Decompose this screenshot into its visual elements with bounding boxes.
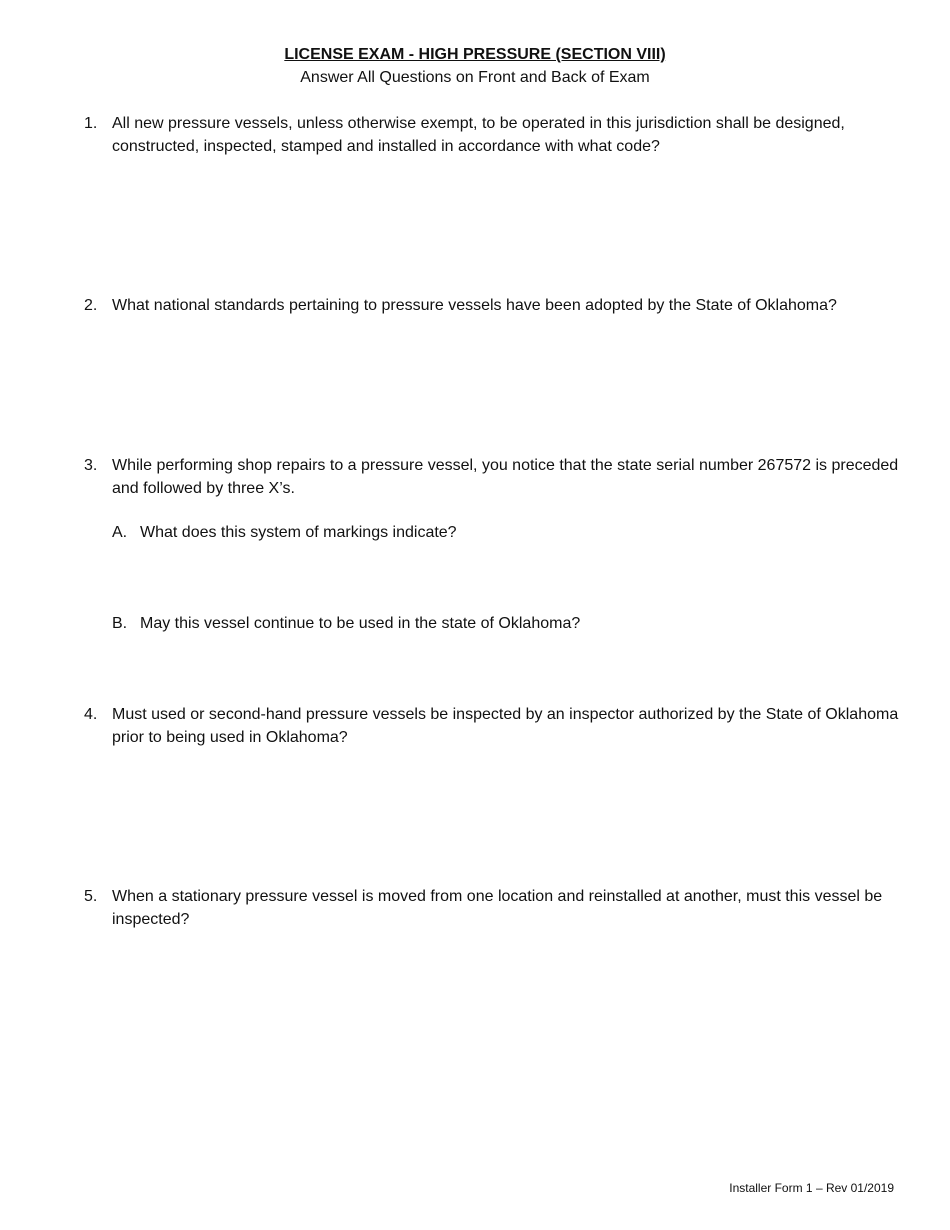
question-2 [84, 294, 904, 317]
question-number: 1. [84, 115, 98, 132]
question-1 [84, 112, 904, 158]
form-revision-label: Installer Form 1 – Rev 01/2019 [729, 1181, 894, 1195]
exam-instructions: Answer All Questions on Front and Back of Exam [300, 69, 650, 86]
question-text: Must used or second-hand pressure vessels be inspected by an inspector authorized by the State of Oklahoma prior to being used in Oklahoma? [112, 706, 899, 746]
question-text: While performing shop repairs to a pressure vessel, you notice that the state serial number 267572 is preceded and followed by three X’s. [112, 457, 899, 497]
subquestion-text: What does this system of markings indicate? [140, 524, 457, 541]
subquestion-letter: A. [112, 524, 128, 541]
question-number: 5. [84, 888, 98, 905]
question-text: When a stationary pressure vessel is moved from one location and reinstalled at another, must this vessel be inspected? [112, 888, 883, 928]
subquestion-text: May this vessel continue to be used in the state of Oklahoma? [140, 615, 581, 632]
question-number: 4. [84, 706, 98, 723]
question-5 [84, 885, 904, 931]
exam-title: LICENSE EXAM - HIGH PRESSURE (SECTION VIII) [284, 46, 666, 63]
question-text: All new pressure vessels, unless otherwise exempt, to be operated in this jurisdiction shall be designed, constructed, inspected, stamped and installed in accordance with what code? [112, 115, 845, 155]
subquestion-letter: B. [112, 615, 128, 632]
question-number: 3. [84, 457, 98, 474]
question-3 [84, 454, 904, 500]
question-text: What national standards pertaining to pressure vessels have been adopted by the State of Oklahoma? [112, 297, 837, 314]
question-3-part-a [112, 521, 892, 544]
question-4 [84, 703, 904, 749]
question-number: 2. [84, 297, 98, 314]
question-3-part-b [112, 612, 892, 635]
